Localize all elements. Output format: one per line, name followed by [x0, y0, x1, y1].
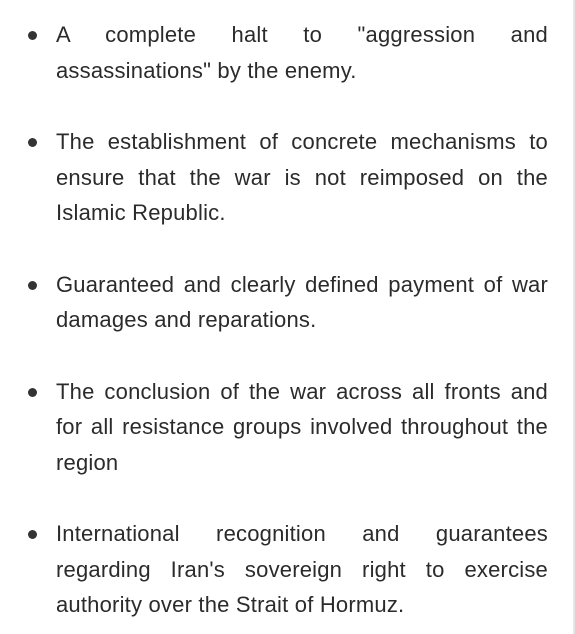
conditions-list: [0, 17, 575, 623]
list-item: [0, 374, 575, 481]
list-item-text: The establishment of concrete mechanisms to ensure that the war is not reimposed on the Islamic Republic.: [56, 129, 548, 225]
list-item-text: Guaranteed and clearly defined payment of war damages and reparations.: [56, 271, 548, 332]
bullet-icon: [28, 388, 37, 397]
list-item: [0, 17, 575, 88]
list-item: [0, 516, 575, 623]
bullet-icon: [28, 31, 37, 40]
list-item-text: The conclusion of the war across all fronts and for all resistance groups involved throughout the region: [56, 378, 548, 475]
list-item: [0, 267, 575, 338]
bullet-icon: [28, 281, 37, 290]
list-item-text: International recognition and guarantees regarding Iran's sovereign right to exercise authority over the Strait of Hormuz.: [56, 521, 548, 617]
bullet-icon: [28, 530, 37, 539]
list-item: [0, 124, 575, 231]
bullet-icon: [28, 138, 37, 147]
list-item-text: A complete halt to "aggression and assassinations" by the enemy.: [56, 22, 548, 83]
